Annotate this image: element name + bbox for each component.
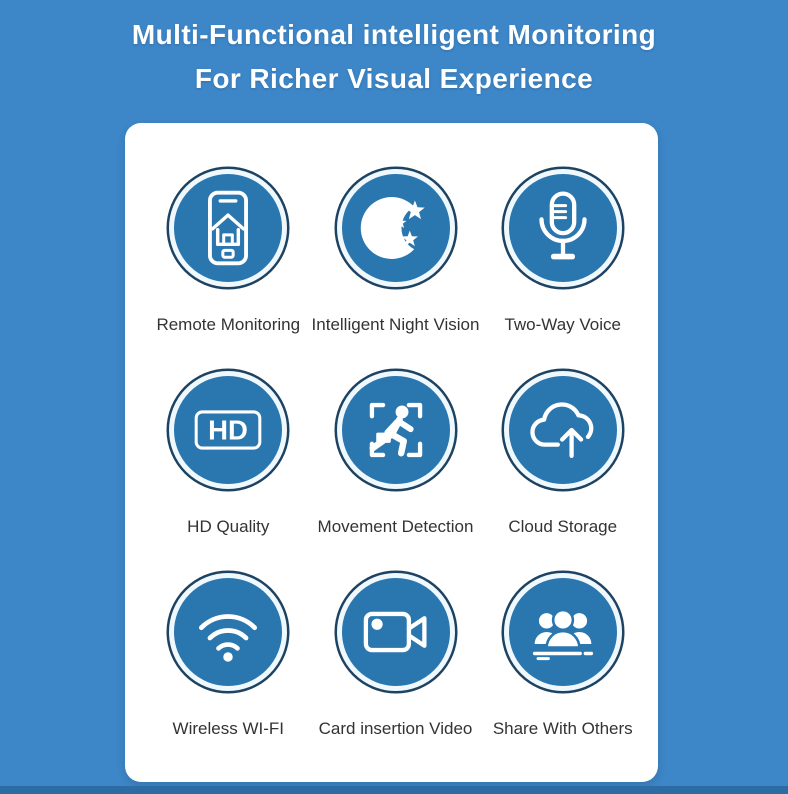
feature-label: Share With Others — [492, 719, 633, 738]
wifi-icon — [169, 573, 287, 691]
cloud-upload-icon — [504, 371, 622, 489]
feature-label: Remote Monitoring — [156, 315, 301, 334]
feature-share-with-others — [479, 573, 646, 775]
feature-label: HD Quality — [187, 517, 270, 536]
people-group-icon — [504, 573, 622, 691]
video-camera-icon — [337, 573, 455, 691]
feature-cloud-storage — [479, 371, 646, 573]
feature-card-insertion-video — [312, 573, 480, 775]
feature-label: Movement Detection — [317, 517, 474, 536]
microphone-icon — [504, 169, 622, 287]
features-card — [125, 123, 658, 782]
feature-remote-monitoring — [145, 169, 312, 371]
feature-label: Intelligent Night Vision — [311, 315, 480, 334]
feature-label: Two-Way Voice — [504, 315, 621, 334]
hd-badge-text: HD — [208, 414, 249, 446]
feature-label: Wireless WI-FI — [172, 719, 284, 738]
moon-stars-icon — [337, 169, 455, 287]
page-header — [0, 0, 788, 101]
feature-hd-quality — [145, 371, 312, 573]
page-title-line2: For Richer Visual Experience — [194, 63, 594, 94]
feature-two-way-voice — [479, 169, 646, 371]
running-person-icon — [337, 371, 455, 489]
footer-strip — [0, 786, 788, 794]
feature-label: Card insertion Video — [318, 719, 473, 738]
feature-movement-detection — [312, 371, 480, 573]
phone-home-icon — [169, 169, 287, 287]
features-grid — [125, 123, 658, 775]
feature-label: Cloud Storage — [508, 517, 618, 536]
feature-night-vision — [312, 169, 480, 371]
page-title-line1: Multi-Functional intelligent Monitoring — [131, 19, 657, 50]
hd-badge-icon — [169, 371, 287, 489]
feature-wireless-wifi — [145, 573, 312, 775]
